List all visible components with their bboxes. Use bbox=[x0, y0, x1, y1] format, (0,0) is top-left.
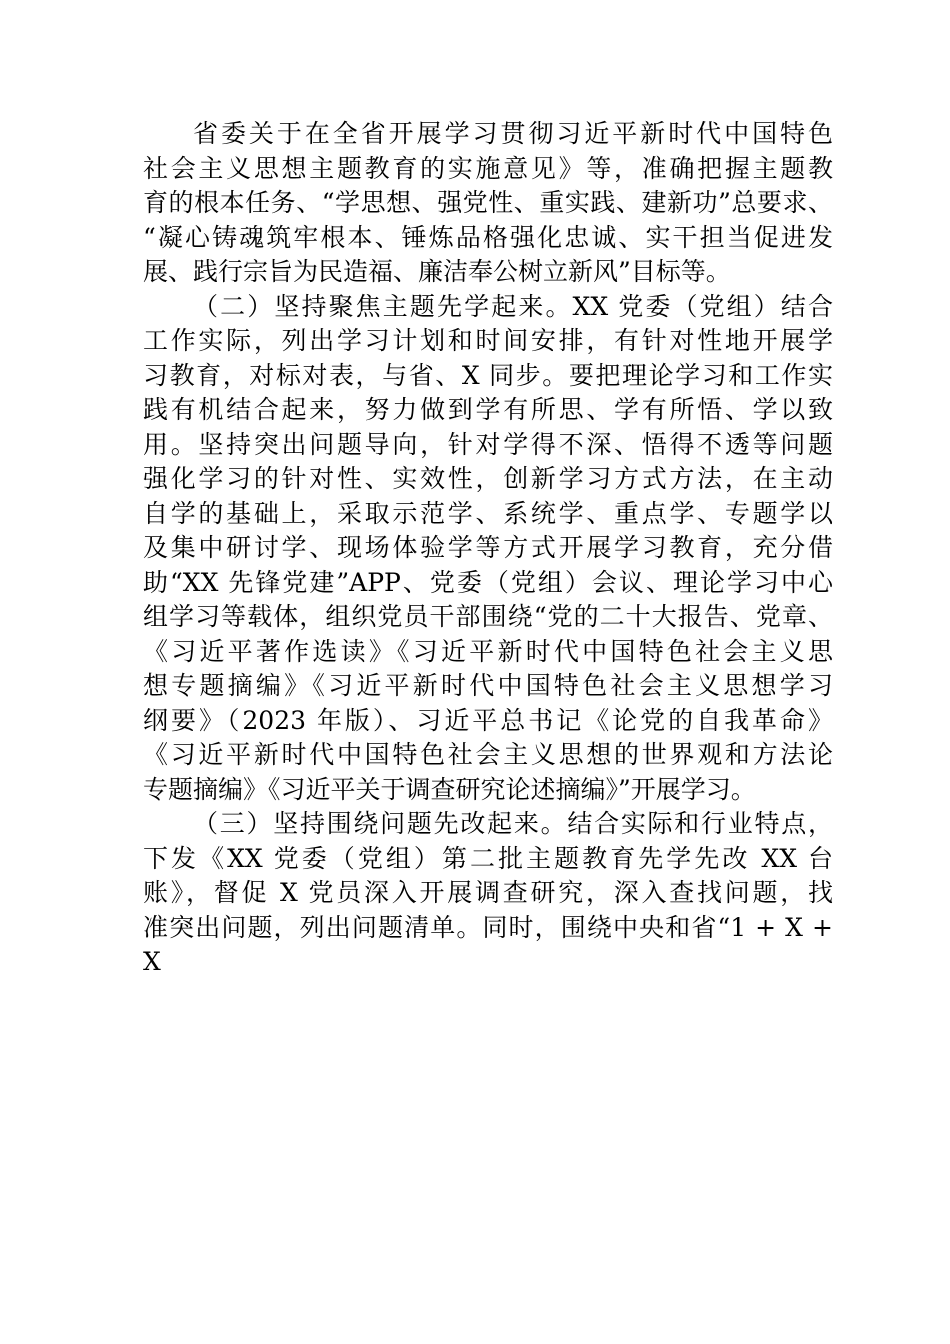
document-body bbox=[143, 117, 833, 980]
text-line: 省委关于在全省开展学习贯彻习近平新时代中国特色 bbox=[193, 119, 833, 148]
text-line: （二）坚持聚焦主题先学起来。XX 党委（党组）结合 bbox=[193, 291, 833, 321]
text-line: 准突出问题，列出问题清单。同时，围绕中央和省“1 + X + bbox=[143, 912, 833, 942]
text-line: 纲要》（2023 年版）、习近平总书记《论党的自我革命》 bbox=[143, 705, 833, 735]
text-line: 工作实际，列出学习计划和时间安排，有针对性地开展学 bbox=[143, 326, 833, 355]
text-line: 下发《XX 党委（党组）第二批主题教育先学先改 XX 台 bbox=[143, 843, 833, 873]
text-line: 习教育，对标对表，与省、X 同步。要把理论学习和工作实 bbox=[143, 360, 833, 390]
text-line: 强化学习的针对性、实效性，创新学习方式方法，在主动 bbox=[143, 464, 833, 493]
text-line: “凝心铸魂筑牢根本、锤炼品格强化忠诚、实干担当促进发 bbox=[143, 222, 833, 252]
text-line: 社会主义思想主题教育的实施意见》等，准确把握主题教 bbox=[143, 153, 833, 183]
text-line: 及集中研讨学、现场体验学等方式开展学习教育，充分借 bbox=[143, 533, 833, 562]
text-line: 自学的基础上，采取示范学、系统学、重点学、专题学以 bbox=[143, 498, 833, 528]
text-line: 专题摘编》《习近平关于调查研究论述摘编》”开展学习。 bbox=[143, 774, 756, 804]
text-line: 想专题摘编》《习近平新时代中国特色社会主义思想学习 bbox=[143, 671, 833, 700]
text-line: （三）坚持围绕问题先改起来。结合实际和行业特点， bbox=[193, 809, 833, 838]
text-line: 《习近平新时代中国特色社会主义思想的世界观和方法论 bbox=[143, 740, 833, 769]
text-line: 助“XX 先锋党建”APP、党委（党组）会议、理论学习中心 bbox=[143, 567, 833, 597]
text-line: 用。坚持突出问题导向，针对学得不深、悟得不透等问题 bbox=[143, 429, 833, 459]
text-line: X bbox=[143, 947, 161, 976]
text-line: 育的根本任务、“学思想、强党性、重实践、建新功”总要求、 bbox=[143, 188, 833, 217]
text-line: 践有机结合起来，努力做到学有所思、学有所悟、学以致 bbox=[143, 395, 833, 424]
text-line: 组学习等载体，组织党员干部围绕“党的二十大报告、党章、 bbox=[143, 602, 833, 631]
text-line: 账》，督促 X 党员深入开展调查研究，深入查找问题，找 bbox=[143, 878, 833, 907]
text-line: 展、践行宗旨为民造福、廉洁奉公树立新风”目标等。 bbox=[143, 257, 731, 286]
text-line: 《习近平著作选读》《习近平新时代中国特色社会主义思 bbox=[143, 636, 833, 666]
